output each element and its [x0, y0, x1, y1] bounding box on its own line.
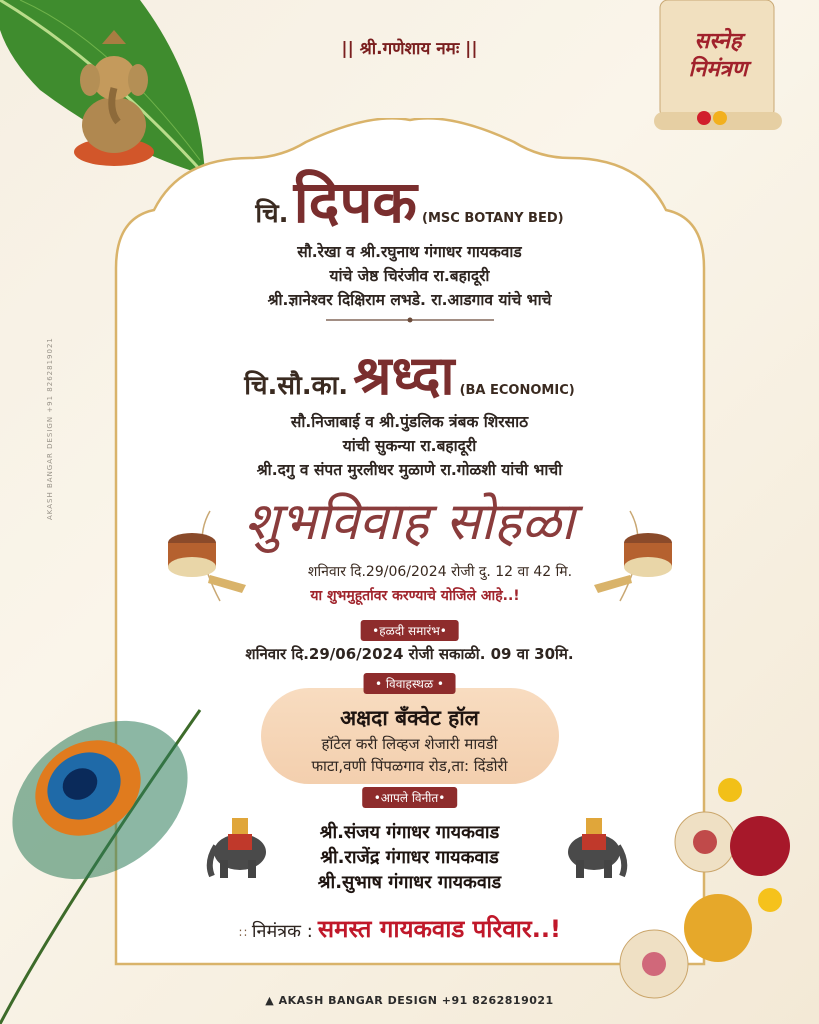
- muhurta-line: या शुभमुहूर्तावर करण्याचे योजिले आहे..!: [310, 588, 520, 604]
- groom-detail-line: सौ.रेखा व श्री.रघुनाथ गंगाधर गायकवाड: [297, 243, 522, 261]
- invocation-text: || श्री.गणेशाय नमः ||: [341, 39, 478, 59]
- haldi-time: शनिवार दि.29/06/2024 रोजी सकाळी. 09 वा 30मि.: [245, 645, 574, 663]
- groom-name-line: [0, 160, 819, 239]
- inviter-name: समस्त गायकवाड परिवार..!: [317, 915, 561, 943]
- venue-name: अक्षदा बॅंक्वेट हॉल: [340, 706, 479, 730]
- bride-detail-line: यांची सुकन्या रा.बहादूरी: [342, 437, 477, 455]
- event-title: शुभविवाह सोहळा: [244, 492, 575, 552]
- footer-credit: [0, 994, 819, 1007]
- host-name: श्री.सुभाष गंगाधर गायकवाड: [317, 872, 502, 893]
- bride-degree: (BA ECONOMIC): [459, 383, 575, 398]
- groom-detail-line: यांचे जेष्ठ चिरंजीव रा.बहादूरी: [329, 267, 490, 285]
- host-name: श्री.राजेंद्र गंगाधर गायकवाड: [320, 847, 499, 868]
- groom-prefix: चि.: [255, 199, 289, 229]
- groom-degree: (MSC BOTANY BED): [422, 211, 564, 226]
- bride-detail-line: श्री.दगु व संपत मुरलीधर मुळाणे रा.गोळशी यांची भाची: [256, 461, 563, 479]
- footer-text: AKASH BANGAR DESIGN +91 8262819021: [278, 994, 554, 1007]
- venue-label: • विवाहस्थळ •: [363, 673, 456, 694]
- peacock-feather-icon: [0, 670, 230, 1024]
- puja-plates-decoration: [610, 760, 819, 1024]
- host-name: श्री.संजय गंगाधर गायकवाड: [319, 822, 500, 843]
- venue-address-line-1: हॉटेल करी लिव्हज शेजारी मावडी: [321, 735, 498, 753]
- haldi-label: •हळदी समारंभ•: [360, 620, 459, 641]
- invitation-scroll-badge: [654, 0, 782, 136]
- bride-prefix: चि.सौ.का.: [244, 371, 349, 401]
- side-credit: AKASH BANGAR DESIGN +91 8262819021: [46, 337, 54, 520]
- bride-detail-line: सौ.निजाबाई व श्री.पुंडलिक त्रंबक शिरसाठ: [290, 413, 529, 431]
- ornament-icon: ∷: [239, 926, 247, 940]
- bride-name-line: [0, 336, 819, 410]
- bride-name: श्रध्दा: [353, 343, 455, 407]
- design-logo-icon: ▲: [265, 994, 275, 1007]
- inviter-label: निमंत्रक :: [251, 921, 313, 942]
- groom-name: दिपक: [293, 168, 417, 236]
- wedding-time: शनिवार दि.29/06/2024 रोजी दु. 12 वा 42 मि.: [307, 564, 573, 580]
- hosts-label: •आपले विनीत•: [362, 787, 458, 808]
- groom-details: [0, 240, 819, 312]
- venue-address-line-2: फाटा,वणी पिंपळगाव रोड,ता: दिंडोरी: [311, 757, 508, 775]
- badge-text: सस्नेह निमंत्रण: [688, 29, 748, 82]
- bride-details: [0, 410, 819, 482]
- groom-detail-line: श्री.ज्ञानेश्वर दिक्षिराम लभडे. रा.आडगाव यांचे भाचे: [267, 291, 552, 309]
